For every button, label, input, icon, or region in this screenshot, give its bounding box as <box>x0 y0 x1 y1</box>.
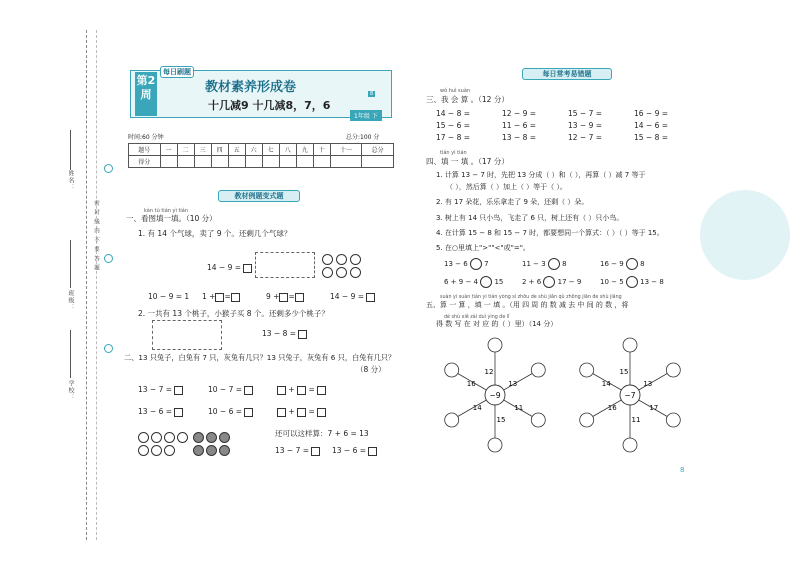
q1-title: 一、看图填一填。（10 分） <box>126 214 217 223</box>
spoke-number: 12 <box>484 368 494 376</box>
spoke-number: 15 <box>619 368 629 376</box>
q1-eq-a: 14 − 9 = <box>207 262 252 273</box>
score-table-header-cell: 题号 <box>129 144 161 156</box>
score-entry-cell[interactable] <box>330 156 362 168</box>
answer-circle[interactable] <box>445 363 459 377</box>
balloon-dot <box>322 267 333 278</box>
seal-text: 密 封 线 内 不 要 答 题 <box>93 200 99 272</box>
compare-item: 16 − 9 8 <box>600 260 645 268</box>
answer-box[interactable] <box>244 386 253 395</box>
q5-pinyin2: dé shù xiě zài duì yìng de lǐ <box>444 315 510 320</box>
balloon-dot <box>336 267 347 278</box>
rabbit-white <box>151 432 162 443</box>
score-entry-cell[interactable] <box>313 156 330 168</box>
q1-pinyin: kàn tú tián yì tián <box>144 208 189 214</box>
exam-title: 教材素养形成卷 <box>205 80 297 95</box>
q2-d: 13 − 6 = <box>138 406 183 417</box>
rabbit-white <box>151 445 162 456</box>
page-number: 8 <box>680 466 685 474</box>
compare-circle[interactable] <box>470 258 482 270</box>
compare-item: 6 + 9 − 4 15 <box>444 278 504 286</box>
score-table-header-cell: 十一 <box>330 144 362 156</box>
answer-box[interactable] <box>317 386 326 395</box>
q1-eq-b: 10 − 9 = 1 <box>148 292 190 301</box>
answer-box[interactable] <box>297 386 306 395</box>
binding-line <box>86 30 87 540</box>
compare-item: 10 − 5 13 − 8 <box>600 278 664 286</box>
binding-line-inner <box>96 30 97 540</box>
answer-box[interactable] <box>244 408 253 417</box>
answer-box[interactable] <box>295 293 304 302</box>
answer-circle[interactable] <box>531 413 545 427</box>
score-table <box>128 143 394 168</box>
peach-picture <box>152 320 222 350</box>
score-entry-cell[interactable] <box>194 156 211 168</box>
q3-equation[interactable]: 12 − 7 = <box>568 133 603 142</box>
answer-circle[interactable] <box>623 438 637 452</box>
q4-pinyin: tián yì tián <box>440 150 467 156</box>
q3-equation[interactable]: 12 − 9 = <box>502 109 537 118</box>
time-limit: 时间:60 分钟 <box>128 134 164 141</box>
spoke-number: 15 <box>496 416 506 424</box>
q2-title: 二、13 只兔子，白兔有 7 只，灰兔有几只？13 只兔子，灰兔有 6 只，白兔有几只？ <box>124 353 396 362</box>
rabbit-white <box>138 432 149 443</box>
score-table-header-cell: 九 <box>296 144 313 156</box>
score-table-header-cell: 一 <box>160 144 177 156</box>
q3-equation[interactable]: 13 − 8 = <box>502 133 537 142</box>
rabbit-gray <box>206 445 217 456</box>
q3-title: 三、我 会 算 。（12 分） <box>426 95 509 104</box>
answer-box[interactable] <box>174 386 183 395</box>
compare-item: 2 + 6 17 − 9 <box>522 278 582 286</box>
star-diagram-1 <box>430 330 560 460</box>
binding-hole <box>104 254 113 263</box>
q5-title: 五、算 一 算 ，填 一 填 。（用 四 周 的 数 减 去 中 间 的 数 ，将 <box>426 301 629 309</box>
q4-5: 5. 在○里填上">""<"或"="。 <box>436 244 530 252</box>
star-diagram-2 <box>565 330 695 460</box>
compare-circle[interactable] <box>626 276 638 288</box>
rabbit-gray <box>193 445 204 456</box>
binding-hole <box>104 344 113 353</box>
answer-circle[interactable] <box>580 363 594 377</box>
score-table-header-cell: 七 <box>262 144 279 156</box>
q3-equation[interactable]: 15 − 8 = <box>634 133 669 142</box>
answer-box[interactable] <box>366 293 375 302</box>
school-line <box>70 330 71 378</box>
score-entry-cell[interactable] <box>177 156 194 168</box>
q4-1b: （ ），然后算（ ）加上（ ）等于（ ）。 <box>446 183 567 191</box>
score-entry-cell[interactable] <box>228 156 245 168</box>
score-entry-cell[interactable] <box>262 156 279 168</box>
q3-equation[interactable]: 15 − 7 = <box>568 109 603 118</box>
score-entry-cell[interactable] <box>160 156 177 168</box>
q2-score: （8 分） <box>356 365 386 374</box>
q4-3: 3. 树上有 14 只小鸟，飞走了 6 只，树上还有（ ）只小鸟。 <box>436 214 624 222</box>
compare-item: 13 − 6 7 <box>444 260 489 268</box>
spoke-number: 11 <box>631 416 641 424</box>
q2-alt: 还可以这样算：7 + 6 = 13 <box>275 429 369 438</box>
score-table-header-cell: 十 <box>313 144 330 156</box>
q3-equation[interactable]: 14 − 6 = <box>634 121 669 130</box>
q1-eq-e: 14 − 9 = <box>330 291 375 302</box>
compare-item: 11 − 3 8 <box>522 260 567 268</box>
spoke-number: 16 <box>607 404 617 412</box>
score-table-header-cell: 二 <box>177 144 194 156</box>
q5-pinyin: suàn yi suàn tián yi tián yòng sì zhōu de shù jiǎn qù zhōng jiān de shù jiāng <box>440 295 622 300</box>
center-operator: −7 <box>624 391 636 400</box>
compare-circle[interactable] <box>543 276 555 288</box>
q1-eq-f: 13 − 8 = <box>262 328 307 339</box>
score-table-header-cell: 总分 <box>362 144 394 156</box>
q3-equation[interactable]: 17 − 8 = <box>436 133 471 142</box>
score-entry-cell[interactable] <box>211 156 228 168</box>
rabbit-gray <box>206 432 217 443</box>
rabbit-gray <box>193 432 204 443</box>
score-entry-cell[interactable] <box>279 156 296 168</box>
binding-hole <box>104 164 113 173</box>
answer-circle[interactable] <box>623 338 637 352</box>
balloon-dot <box>350 267 361 278</box>
score-table-header-cell: 五 <box>228 144 245 156</box>
answer-box[interactable] <box>174 408 183 417</box>
q4-2: 2. 有 17 朵花，乐乐拿走了 9 朵，还剩（ ）朵。 <box>436 198 589 206</box>
score-table-header-cell: 八 <box>279 144 296 156</box>
spoke-number: 14 <box>601 380 611 388</box>
answer-box[interactable] <box>277 408 286 417</box>
center-operator: −9 <box>489 391 501 400</box>
class-line <box>70 240 71 288</box>
q3-equation[interactable]: 16 − 9 = <box>634 109 669 118</box>
q3-pinyin: wǒ huì suàn <box>440 88 471 94</box>
q1-2-text: 2. 一共有 13 个桃子，小猴子买 8 个。还剩多少个桃子？ <box>138 309 329 318</box>
rabbit-gray <box>219 432 230 443</box>
balloon-picture <box>255 252 315 278</box>
section-banner-left: 教材例题变式题 <box>218 190 300 202</box>
answer-box[interactable] <box>277 386 286 395</box>
spoke-number: 16 <box>466 380 476 388</box>
score-table-header-cell: 六 <box>245 144 262 156</box>
spoke-number: 14 <box>472 404 482 412</box>
section-banner-right: 每日常考易错题 <box>522 68 612 80</box>
answer-box[interactable] <box>368 447 377 456</box>
compare-circle[interactable] <box>626 258 638 270</box>
q2-a: 13 − 7 = <box>138 384 183 395</box>
name-line <box>70 130 71 170</box>
q1-1-text: 1. 有 14 个气球，卖了 9 个。还剩几个气球？ <box>138 229 292 238</box>
answer-circle[interactable] <box>580 413 594 427</box>
q2-g: 13 − 7 = <box>275 445 320 456</box>
q3-equation[interactable]: 11 − 6 = <box>502 121 537 130</box>
answer-box[interactable] <box>297 408 306 417</box>
class-label: 班级： <box>67 290 74 311</box>
spoke-number: 13 <box>643 380 653 388</box>
q2-e: 10 − 6 = <box>208 406 253 417</box>
balloon-dot <box>350 254 361 265</box>
watermark-seal <box>700 190 790 280</box>
compare-circle[interactable] <box>548 258 560 270</box>
total-score: 总分:100 分 <box>346 134 380 141</box>
rabbit-white <box>164 445 175 456</box>
rabbit-white <box>164 432 175 443</box>
q2-h: 13 − 6 = <box>332 445 377 456</box>
week-badge: 第2周 <box>135 72 157 116</box>
q2-b: 10 − 7 = <box>208 384 253 395</box>
q2-c: + = <box>277 384 326 395</box>
answer-circle[interactable] <box>666 363 680 377</box>
grade-tag: 1年级 下 <box>350 110 382 121</box>
q5-title2: 得 数 写 在 对 应 的（ ）里）（14 分） <box>436 320 558 328</box>
q4-title: 四、填 一 填 。（17 分） <box>426 157 509 166</box>
q4-4: 4. 在计算 15 − 8 和 15 − 7 时，都要想同一个算式：（ ）（ ）等于 15。 <box>436 229 664 237</box>
spoke-number: 11 <box>514 404 524 412</box>
q3-equation[interactable]: 14 − 8 = <box>436 109 471 118</box>
answer-box[interactable] <box>298 330 307 339</box>
score-entry-cell[interactable] <box>296 156 313 168</box>
compare-circle[interactable] <box>480 276 492 288</box>
rabbit-gray <box>219 445 230 456</box>
q3-equation[interactable]: 15 − 6 = <box>436 121 471 130</box>
logo: 每日刷题 <box>160 66 194 78</box>
q3-equation[interactable]: 13 − 9 = <box>568 121 603 130</box>
score-table-header-cell: 三 <box>194 144 211 156</box>
q4-1a: 1. 计算 13 − 7 时，先把 13 分成（ ）和（ ），再算（ ）减 7 等于 <box>436 171 646 179</box>
score-entry-cell[interactable] <box>245 156 262 168</box>
answer-circle[interactable] <box>488 338 502 352</box>
name-label: 姓名： <box>67 170 74 191</box>
spoke-number: 13 <box>508 380 518 388</box>
spoke-number: 17 <box>649 404 659 412</box>
answer-circle[interactable] <box>445 413 459 427</box>
q1-eq-d: 9 + = <box>266 291 304 302</box>
q2-f: + = <box>277 406 326 417</box>
balloon-dot <box>322 254 333 265</box>
score-label-cell: 得分 <box>129 156 161 168</box>
rabbit-white <box>138 445 149 456</box>
exam-subtitle: 十几减9 十几减8，7，6 <box>208 99 331 112</box>
badge-number: 8 <box>370 91 374 97</box>
answer-circle[interactable] <box>488 438 502 452</box>
balloon-dot <box>336 254 347 265</box>
q1-eq-c: 1 + = <box>202 291 240 302</box>
answer-circle[interactable] <box>531 363 545 377</box>
answer-box[interactable] <box>231 293 240 302</box>
score-table-header-cell: 四 <box>211 144 228 156</box>
answer-box[interactable] <box>243 264 252 273</box>
answer-circle[interactable] <box>666 413 680 427</box>
answer-box[interactable] <box>317 408 326 417</box>
rabbit-white <box>177 432 188 443</box>
score-entry-cell[interactable] <box>362 156 394 168</box>
school-label: 学校： <box>67 380 74 401</box>
answer-box[interactable] <box>311 447 320 456</box>
